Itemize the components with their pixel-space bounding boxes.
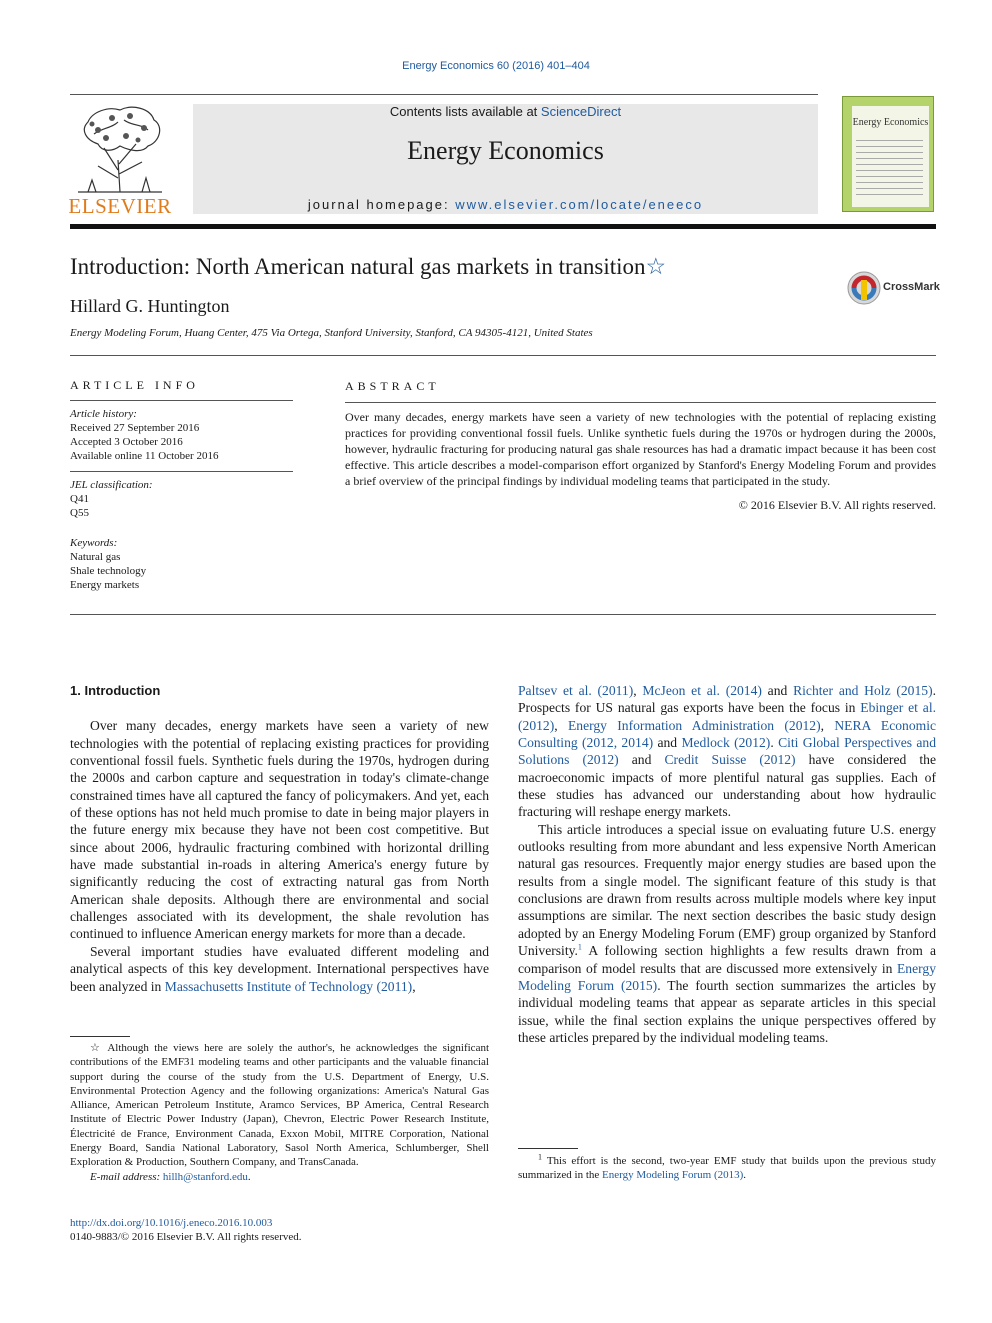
email-label: E-mail address: xyxy=(90,1170,163,1183)
cover-contents-lines xyxy=(856,140,923,200)
footnote-1-mark: 1 xyxy=(538,1152,542,1162)
p2-text-end: have considered the macroeconomic impacts of more plentiful natural gas supplies. Each of these studies has advanced our understanding about how hydraulic fracturing will reshape energy markets. xyxy=(518,752,936,820)
p3-text-mid: A following section highlights a few results drawn from a comparison of model results that are discussed more extensively in xyxy=(518,943,936,976)
p2-sep: , xyxy=(820,717,835,733)
crossmark-label: CrossMark xyxy=(883,281,940,293)
ref-richter-holz-2015[interactable]: Richter and Holz (2015) xyxy=(793,683,933,698)
ref-paltsev-2011[interactable]: Paltsev et al. (2011) xyxy=(518,683,634,698)
jel-code: Q55 xyxy=(70,507,89,519)
abstract-text: Over many decades, energy markets have seen a variety of new technologies with the potential of replacing existing practices for providing conventional fossil fuels. Unlike synthetic fuels during the 1970s or hydrogen during the 2000s, however, hydraulic fracturing for producing natural gas shale resources has had a dramatic impact because it has been cost effective. This article describes a model-comparison effort organized by Stanford's Energy Modeling Forum and provides a brief overview of the principal findings by individual modeling teams that participated in the study. xyxy=(345,410,936,488)
ref-nera-2012-2014[interactable]: NERA Economic Consulting (2012, 2014) xyxy=(518,717,937,751)
homepage-prefix: journal homepage: xyxy=(307,197,456,212)
footnote-star-mark: ☆ xyxy=(90,1042,103,1054)
contents-prefix: Contents lists available at xyxy=(389,104,541,119)
abstract-copyright: © 2016 Elsevier B.V. All rights reserved. xyxy=(738,498,936,512)
doi-link[interactable]: http://dx.doi.org/10.1016/j.eneco.2016.10.003 xyxy=(70,1217,273,1229)
title-footnote-mark[interactable]: ☆ xyxy=(645,254,667,279)
p2-sep: , xyxy=(554,717,568,733)
ref-medlock-2012[interactable]: Medlock (2012) xyxy=(681,735,771,751)
jel-label: JEL classification: xyxy=(70,479,153,491)
abstract-heading: ABSTRACT xyxy=(345,379,440,393)
p2-sep: and xyxy=(761,683,794,698)
footnote-rule xyxy=(70,1036,130,1037)
header-thick-rule xyxy=(70,224,936,229)
ref-eia-2012[interactable]: Energy Information Administration (2012) xyxy=(567,717,821,733)
jel-code: Q41 xyxy=(70,493,89,505)
author-email-link[interactable]: hillh@stanford.edu xyxy=(162,1170,248,1183)
ref-citi-2012[interactable]: Citi Global Perspectives and Solutions (2012) xyxy=(518,735,937,768)
p3-text-start: This article introduces a special issue on evaluating future U.S. energy outlooks resulting from more abundant and less expensive North American natural gas resources. Frequently major energy studies are based upon the results from a single model. The significant feature of this study is that conclusions are drawn from results across multiple models where key input assumptions are similar. The next section describes the basic study design adopted by an Energy Modeling Forum (EMF) group organized by Stanford University. xyxy=(518,821,936,959)
p2-text-mid: . Prospects for US natural gas exports have been the focus in xyxy=(518,683,936,716)
footnote-1 xyxy=(518,1154,936,1183)
journal-homepage xyxy=(193,197,818,212)
p2-sep: , xyxy=(412,978,416,994)
article-title-text: Introduction: North American natural gas markets in transition xyxy=(70,254,646,279)
header-rule xyxy=(70,94,818,95)
author-name: Hillard G. Huntington xyxy=(70,296,230,316)
journal-cover-thumbnail[interactable] xyxy=(842,96,934,212)
cover-page xyxy=(852,106,929,207)
p2-text-start: Several important studies have evaluated different modeling and analytical aspects of this key development. International perspectives have been analyzed in xyxy=(70,943,489,994)
article-info-heading: ARTICLE INFO xyxy=(70,378,199,392)
author-affiliation: Energy Modeling Forum, Huang Center, 475 Via Ortega, Stanford University, Stanford, CA 94305-4121, United States xyxy=(70,327,593,339)
crossmark-badge[interactable] xyxy=(846,270,940,306)
footnote-1-ref[interactable]: 1 xyxy=(577,942,582,952)
keyword: Shale technology xyxy=(70,565,147,577)
intro-paragraph-1: Over many decades, energy markets have seen a variety of new technologies with the potential of replacing existing practices for providing conventional fossil fuels. Synthetic fuels during the 1970s, hydrogen during the 2000s and carbon capture and sequestration in today's climate-change constrained times have all captured the fancy of policymakers. And yet, each of these options has not held much promise to date in being major players in the future energy mix because they have not been cost competitive. But since about 2006, hydraulic fracturing combined with horizontal drilling have made substantial in-roads in altering America's energy future by significantly reducing the cost of extracting natural gas from North American shale deposits. Although there are environmental and social challenges associated with its development, the shale revolution has continued to influence American energy markets for more than a decade. xyxy=(70,718,489,942)
journal-reference[interactable] xyxy=(0,60,992,72)
footnote-star-text: Although the views here are solely the author's, he acknowledges the significant contributions of the EMF31 modeling teams and other participants and the valuable financial support during the course of the study from the U.S. Department of Energy, U.S. Environmental Protection Agency and the following organizations: America's Natural Gas Alliance, American Petroleum Institute, Aramco Services, BP America, Central Research Institute of Electric Power Industry (Japan), Chevron, Electric Power Research Institute, Électricité de France, Environment Canada, Exxon Mobil, MITRE Corporation, National Energy Board, Sandia National Laboratory, Sasol North America, Schlumberger, Shell Exploration & Production, Southern Company, and TransCanada. xyxy=(70,1042,490,1169)
keywords-label: Keywords: xyxy=(70,537,118,549)
footnote-rule xyxy=(518,1148,578,1149)
body-right-column xyxy=(518,682,936,1046)
article-title xyxy=(70,254,666,280)
cover-title: Energy Economics xyxy=(852,117,929,128)
sciencedirect-link[interactable]: ScienceDirect xyxy=(540,104,622,119)
article-info xyxy=(70,378,293,592)
keyword: Energy markets xyxy=(70,579,140,591)
p2-sep: and xyxy=(653,735,682,751)
title-divider xyxy=(70,355,936,356)
p3-text-end: . The fourth section summarizes the articles by individual modeling teams that appear as separate articles in this special issue, while the final section explains the unique perspectives offered by these articles prepared by the individual modeling teams. xyxy=(518,977,937,1045)
journal-reference-link[interactable]: Energy Economics 60 (2016) 401–404 xyxy=(402,60,590,72)
acknowledgement-footnote xyxy=(70,1041,489,1184)
contents-availability xyxy=(193,104,818,119)
ref-emf-2013[interactable]: Energy Modeling Forum (2013) xyxy=(602,1169,744,1182)
keyword: Natural gas xyxy=(70,551,121,563)
email-end: . xyxy=(247,1170,251,1183)
ref-mit-2011[interactable]: Massachusetts Institute of Technology (2011) xyxy=(164,978,413,994)
intro-paragraph-2-continued xyxy=(518,682,936,821)
history-received: Received 27 September 2016 xyxy=(70,422,200,434)
footnote-1-end: . xyxy=(743,1169,747,1182)
journal-title: Energy Economics xyxy=(407,136,604,165)
ref-ebinger-2012[interactable]: Ebinger et al. (2012) xyxy=(518,700,936,733)
ref-emf-2015[interactable]: Energy Modeling Forum (2015) xyxy=(518,960,936,993)
p2-sep: . xyxy=(770,735,779,751)
abstract xyxy=(345,378,936,513)
body-left-column xyxy=(70,682,489,995)
p2-sep: and xyxy=(618,752,665,768)
section-heading-introduction: 1. Introduction xyxy=(70,683,161,698)
abstract-divider xyxy=(70,614,936,615)
crossmark-icon xyxy=(846,270,882,306)
history-accepted: Accepted 3 October 2016 xyxy=(70,436,183,448)
elsevier-wordmark: ELSEVIER xyxy=(68,194,172,218)
ref-credit-suisse-2012[interactable]: Credit Suisse (2012) xyxy=(664,752,796,768)
p2-sep: , xyxy=(633,683,643,698)
ref-mcjeon-2014[interactable]: McJeon et al. (2014) xyxy=(642,683,762,698)
footnote-area-left xyxy=(70,1036,489,1184)
history-label: Article history: xyxy=(70,408,137,420)
intro-paragraph-2 xyxy=(70,943,489,995)
footnote-1-text: This effort is the second, two-year EMF study that builds upon the previous study summarized in the xyxy=(518,1155,936,1182)
issn-copyright: 0140-9883/© 2016 Elsevier B.V. All rights reserved. xyxy=(70,1231,302,1243)
page-footer xyxy=(70,1216,302,1244)
intro-paragraph-3 xyxy=(518,821,936,1046)
footnote-area-right xyxy=(518,1148,936,1183)
history-online: Available online 11 October 2016 xyxy=(70,450,219,462)
homepage-link[interactable]: www.elsevier.com/locate/eneeco xyxy=(455,197,704,212)
